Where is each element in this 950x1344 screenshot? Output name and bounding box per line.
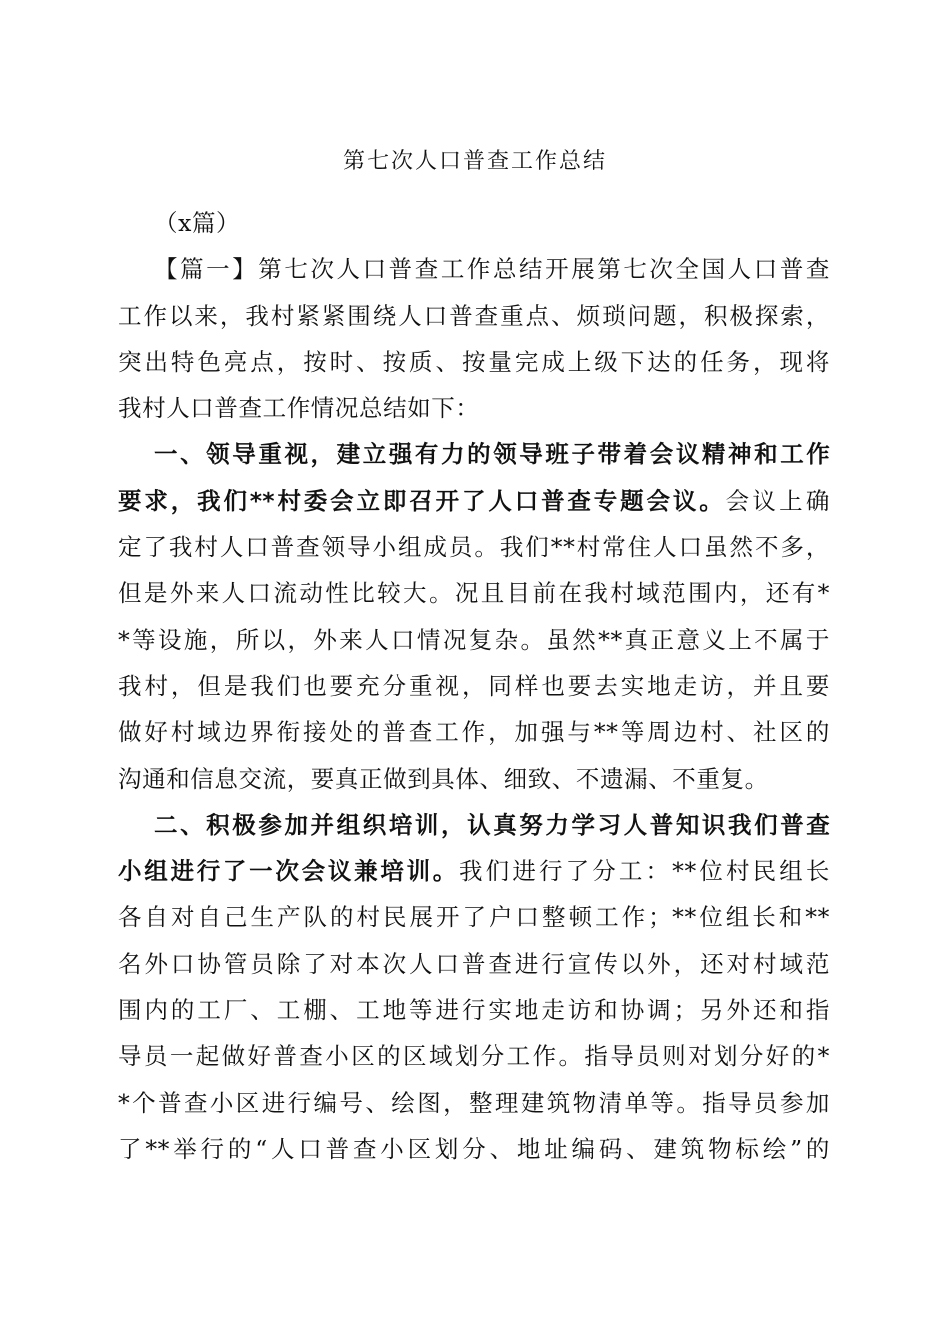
body-text: 导员一起做好普查小区的区域划分工作。指导员则对划分好的* (118, 1042, 830, 1071)
text-line (118, 802, 830, 848)
text-line (118, 1033, 830, 1079)
text-line (118, 709, 830, 755)
text-line (118, 987, 830, 1033)
body-text: 但是外来人口流动性比较大。况且目前在我村域范围内，还有* (118, 579, 830, 608)
document-title: 第七次人口普查工作总结 (342, 149, 607, 174)
body-text: 了**举行的“人口普查小区划分、地址编码、建筑物标绘”的 (118, 1134, 830, 1163)
body-text: *等设施，所以，外来人口情况复杂。虽然**真正意义上不属于 (118, 625, 830, 654)
body-text: 我们进行了分工：**位村民组长 (459, 857, 830, 886)
bold-heading-text: 二、积极参加并组织培训，认真努力学习人普知识我们普查 (154, 810, 830, 839)
text-line (118, 848, 830, 894)
body-text: 会议上确 (725, 486, 830, 515)
text-line (118, 431, 830, 477)
text-line (118, 385, 830, 431)
body-text: 做好村域边界衔接处的普查工作，加强与**等周边村、社区的 (118, 718, 830, 747)
document-body (118, 200, 830, 1172)
body-text: 【篇一】第七次人口普查工作总结开展第七次全国人口普查 (154, 255, 830, 284)
bold-heading-text: 一、领导重视，建立强有力的领导班子带着会议精神和工作 (154, 440, 830, 469)
body-text: 工作以来，我村紧紧围绕人口普查重点、烦琐问题，积极探索， (118, 301, 830, 330)
text-line (118, 246, 830, 292)
body-text: 突出特色亮点，按时、按质、按量完成上级下达的任务，现将 (118, 347, 830, 376)
text-line (118, 339, 830, 385)
text-line (118, 756, 830, 802)
bold-heading-text: 小组进行了一次会议兼培训。 (118, 857, 460, 886)
text-line (118, 1080, 830, 1126)
body-text: 各自对自己生产队的村民展开了户口整顿工作；**位组长和** (118, 903, 830, 932)
body-text: （x篇） (154, 209, 241, 237)
text-line (118, 894, 830, 940)
text-line (118, 570, 830, 616)
body-text: 名外口协管员除了对本次人口普查进行宣传以外，还对村域范 (118, 949, 830, 978)
text-line (118, 941, 830, 987)
body-text: 我村人口普查工作情况总结如下： (118, 394, 480, 423)
text-line (118, 524, 830, 570)
body-text: 围内的工厂、工棚、工地等进行实地走访和协调；另外还和指 (118, 996, 830, 1025)
body-text: 沟通和信息交流，要真正做到具体、细致、不遗漏、不重复。 (118, 764, 769, 793)
text-line (118, 663, 830, 709)
body-text: *个普查小区进行编号、绘图，整理建筑物清单等。指导员参加 (118, 1088, 830, 1117)
body-text: 我村，但是我们也要充分重视，同样也要去实地走访，并且要 (118, 671, 830, 700)
text-line (118, 200, 830, 246)
text-line (118, 1126, 830, 1172)
text-line (118, 293, 830, 339)
body-text: 定了我村人口普查领导小组成员。我们**村常住人口虽然不多， (118, 533, 830, 562)
text-line (118, 617, 830, 663)
bold-heading-text: 要求，我们**村委会立即召开了人口普查专题会议。 (118, 486, 726, 515)
text-line (118, 478, 830, 524)
